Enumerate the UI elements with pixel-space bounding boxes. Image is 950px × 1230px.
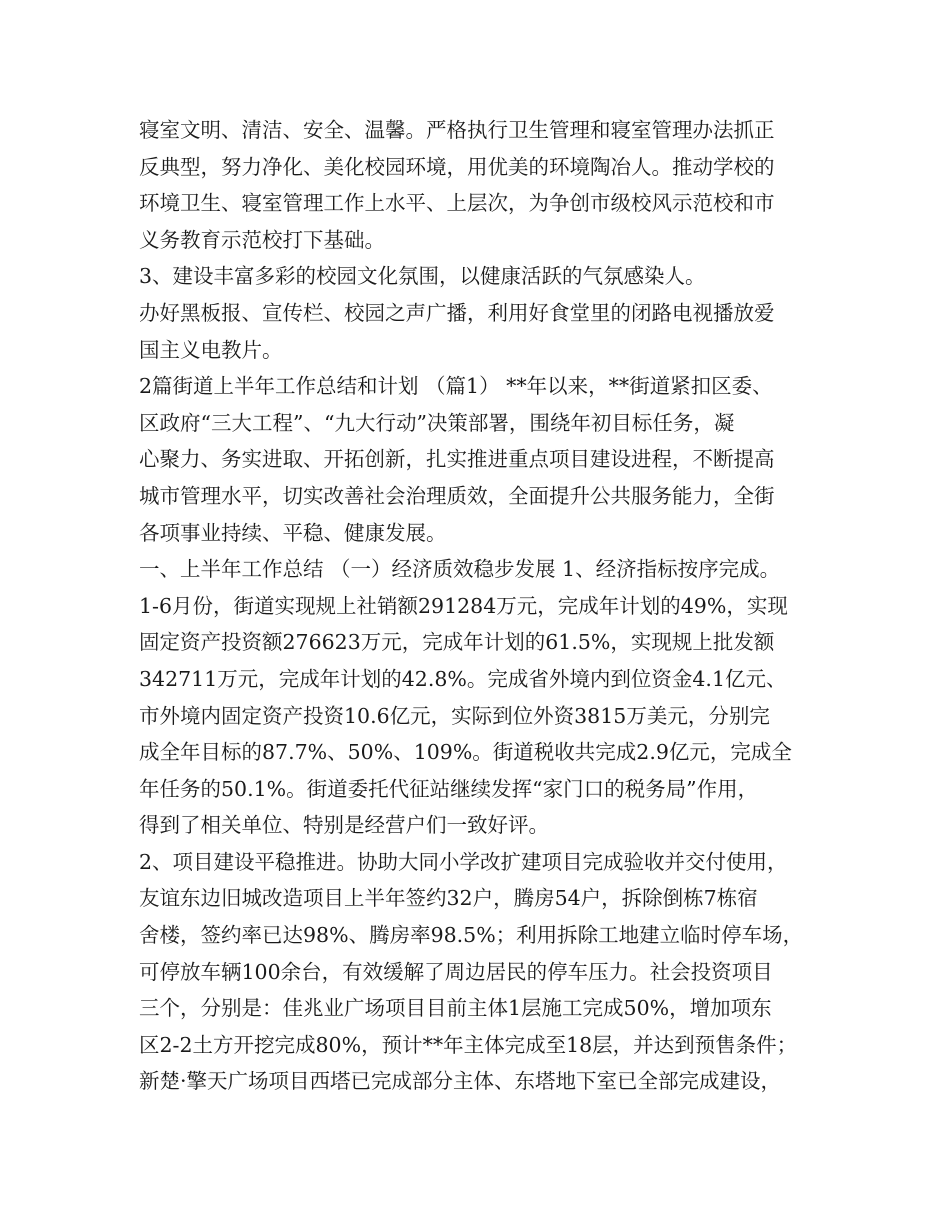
text-line: 反典型，努力净化、美化校园环境，用优美的环境陶冶人。推动学校的 bbox=[139, 154, 775, 179]
text-line: 固定资产投资额276623万元，完成年计划的61.5%，实现规上批发额 bbox=[139, 630, 775, 655]
text-line: 3、建设丰富多彩的校园文化氛围，以健康活跃的气氛感染人。 bbox=[139, 264, 706, 289]
text-line: 可停放车辆100余台，有效缓解了周边居民的停车压力。社会投资项目 bbox=[139, 959, 773, 984]
text-line: 区2-2土方开挖完成80%，预计**年主体完成至18层，并达到预售条件； bbox=[139, 1032, 798, 1057]
text-line: 成全年目标的87.7%、50%、109%。街道税收共完成2.9亿元，完成全 bbox=[139, 740, 792, 765]
text-line: 得到了相关单位、特别是经营户们一致好评。 bbox=[139, 813, 549, 838]
text-line: 寝室文明、清洁、安全、温馨。严格执行卫生管理和寝室管理办法抓正 bbox=[139, 118, 775, 142]
text-line: 1-6月份，街道实现规上社销额291284万元，完成年计划的49%，实现 bbox=[139, 593, 788, 618]
text-line: 城市管理水平，切实改善社会治理质效，全面提升公共服务能力，全街 bbox=[139, 483, 775, 508]
text-line: 一、上半年工作总结 （一）经济质效稳步发展 1、经济指标按序完成。 bbox=[139, 557, 781, 582]
text-line: 三个，分别是：佳兆业广场项目目前主体1层施工完成50%，增加项东 bbox=[139, 996, 772, 1021]
text-line: 心聚力、务实进取、开拓创新，扎实推进重点项目建设进程，不断提高 bbox=[139, 447, 775, 472]
text-line: 342711万元，完成年计划的42.8%。完成省外境内到位资金4.1亿元、 bbox=[139, 666, 787, 691]
text-line: 2、项目建设平稳推进。协助大同小学改扩建项目完成验收并交付使用， bbox=[139, 849, 788, 874]
text-line: 友谊东边旧城改造项目上半年签约32户，腾房54户，拆除倒栋7栋宿 bbox=[139, 886, 758, 911]
text-line: 舍楼，签约率已达98%、腾房率98.5%；利用拆除工地建立临时停车场， bbox=[139, 923, 804, 948]
text-line: 义务教育示范校打下基础。 bbox=[139, 227, 385, 252]
text-line: 国主义电教片。 bbox=[139, 337, 283, 362]
text-line: 办好黑板报、宣传栏、校园之声广播，利用好食堂里的闭路电视播放爱 bbox=[139, 300, 775, 325]
text-line: 区政府“三大工程”、“九大行动”决策部署，围绕年初目标任务，凝 bbox=[139, 410, 735, 435]
text-line: 2篇街道上半年工作总结和计划 （篇1） **年以来，**街道紧扣区委、 bbox=[139, 374, 773, 399]
text-line: 年任务的50.1%。街道委托代征站继续发挥“家门口的税务局”作用， bbox=[139, 776, 759, 801]
text-line: 市外境内固定资产投资10.6亿元，实际到位外资3815万美元，分别完 bbox=[139, 703, 770, 728]
text-line: 新楚·擎天广场项目西塔已完成部分主体、东塔地下室已全部完成建设， bbox=[139, 1069, 782, 1094]
document-body bbox=[139, 112, 829, 1100]
text-line: 环境卫生、寝室管理工作上水平、上层次，为争创市级校风示范校和市 bbox=[139, 191, 775, 216]
text-line: 各项事业持续、平稳、健康发展。 bbox=[139, 520, 447, 545]
